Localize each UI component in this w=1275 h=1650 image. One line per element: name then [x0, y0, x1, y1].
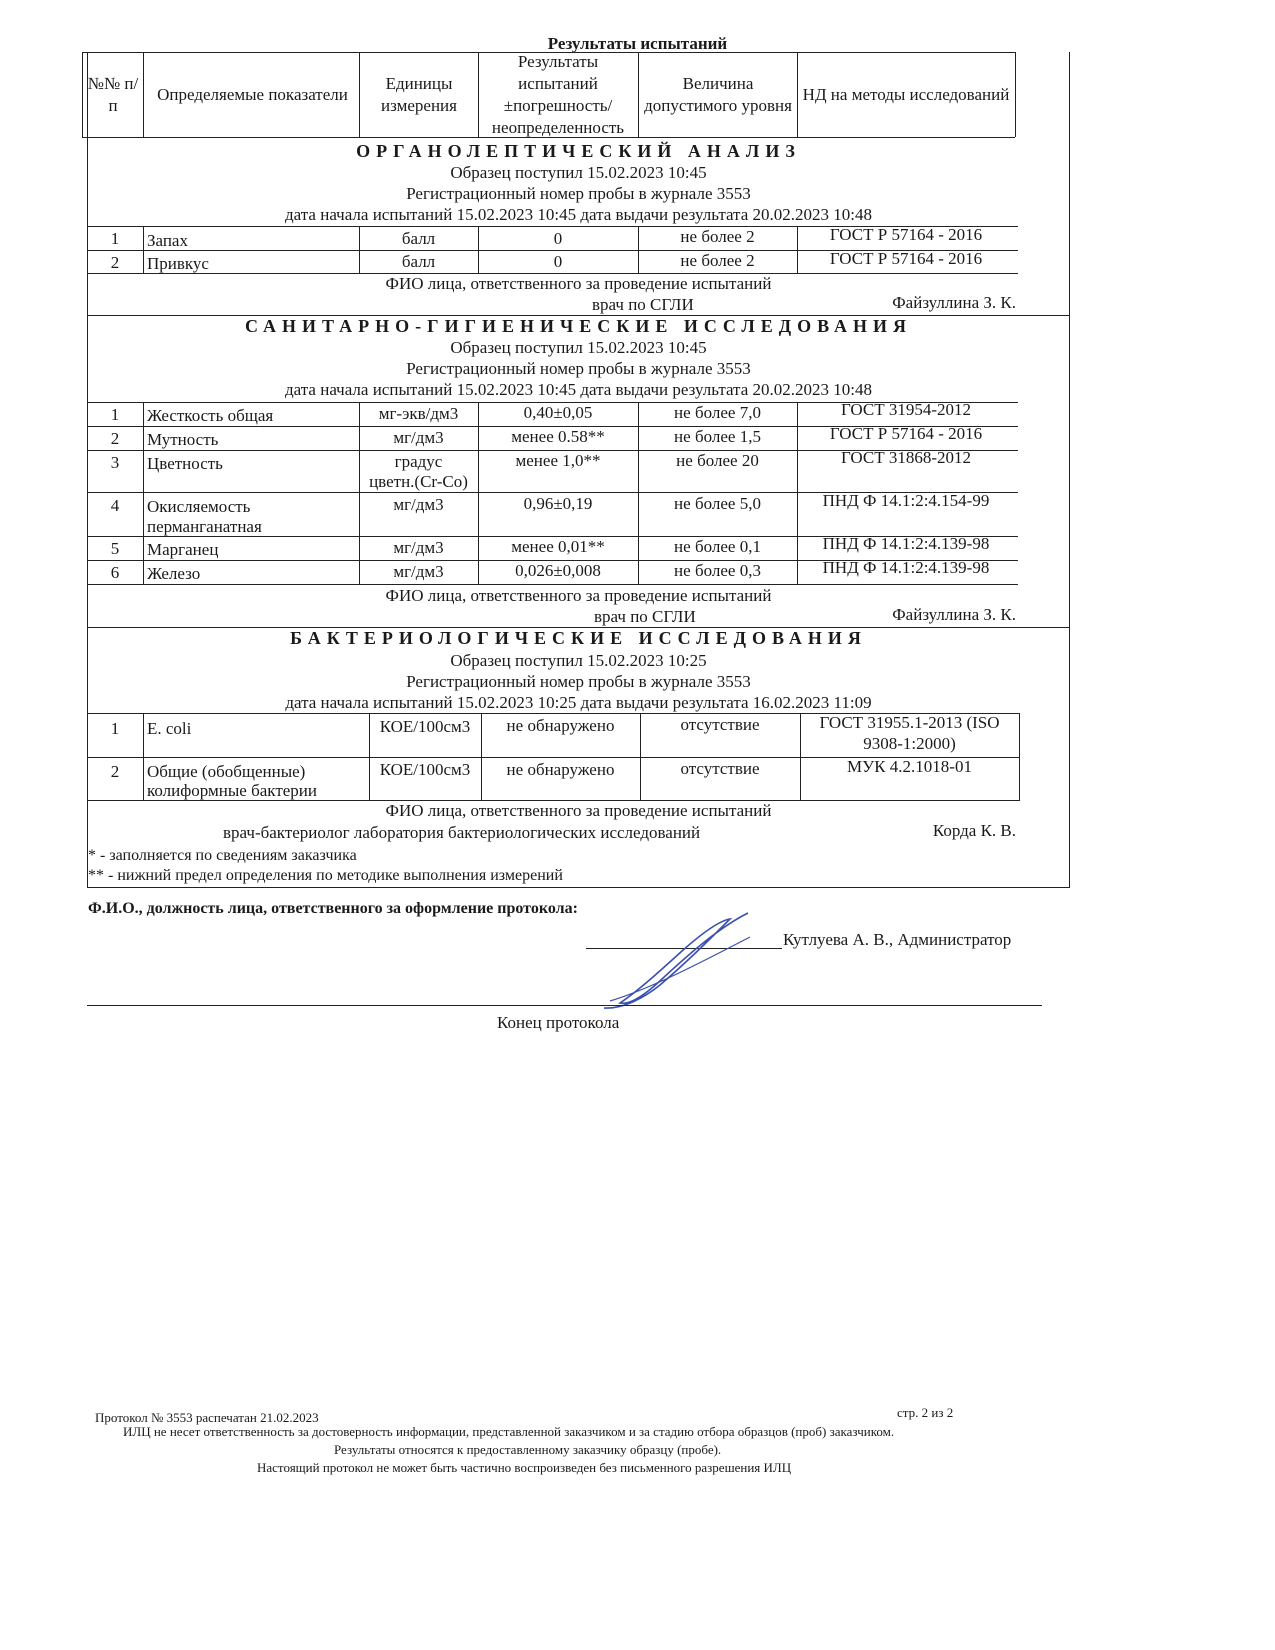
table-row-limit: не более 2: [680, 251, 755, 270]
sanitary-received: Образец поступил 15.02.2023 10:45: [450, 338, 707, 357]
table-row-method: ГОСТ Р 57164 - 2016: [829, 225, 983, 244]
table-row-unit: балл: [401, 252, 436, 271]
table-row-unit: КОЕ/100см3: [379, 717, 471, 736]
table-row-indicator: Жесткость общая: [147, 406, 274, 425]
table-row-method: ПНД Ф 14.1:2:4.154-99: [822, 491, 990, 510]
organoleptic-reg-number: Регистрационный номер пробы в журнале 3553: [406, 184, 751, 203]
table-row-indicator: Запах: [147, 231, 188, 250]
table-row-no: 2: [110, 429, 120, 448]
table-row-limit: не более 5,0: [674, 494, 761, 513]
table-row-unit: градус: [394, 452, 443, 471]
table-row-no: 4: [110, 496, 120, 515]
table-row-limit: не более 0,3: [674, 561, 761, 580]
table-row-result: 0: [553, 229, 563, 248]
footer-reproduction-note: Настоящий протокол не может быть частично воспроизведен без письменного разрешения ИЛЦ: [257, 1460, 792, 1475]
table-row-limit: отсутствие: [680, 759, 760, 778]
table-row-limit: не более 1,5: [674, 427, 761, 446]
table-row-unit: мг-экв/дм3: [378, 404, 459, 423]
table-row-result: не обнаружено: [506, 716, 615, 735]
table-row-result: 0,96±0,19: [523, 494, 593, 513]
table-row-indicator: Цветность: [147, 454, 223, 473]
table-row-indicator: Мутность: [147, 430, 219, 449]
header-limit: Величина допустимого уровня: [644, 74, 792, 115]
bacterial-reg-number: Регистрационный номер пробы в журнале 3553: [406, 672, 751, 691]
organoleptic-person: Файзуллина З. К.: [892, 293, 1016, 312]
table-row-limit: не более 20: [676, 451, 759, 470]
table-row-indicator: Общие (обобщенные): [147, 762, 306, 781]
table-row-unit: мг/дм3: [393, 562, 444, 581]
table-row-limit: не более 7,0: [674, 403, 761, 422]
organoleptic-responsible-label: ФИО лица, ответственного за проведение испытаний: [385, 274, 772, 293]
organoleptic-position: врач по СГЛИ: [592, 295, 694, 314]
footnote-customer: * - заполняется по сведениям заказчика: [88, 847, 357, 864]
page-title: Результаты испытаний: [547, 34, 728, 53]
table-row-limit: не более 2: [680, 227, 755, 246]
header-no: №№ п/п: [87, 74, 139, 115]
table-row-method: МУК 4.2.1018-01: [847, 757, 972, 776]
table-row-result: 0,40±0,05: [523, 403, 593, 422]
organoleptic-received: Образец поступил 15.02.2023 10:45: [450, 163, 707, 182]
table-row-indicator-line2: перманганатная: [147, 517, 262, 536]
table-row-indicator: Марганец: [147, 540, 219, 559]
bacterial-dates: дата начала испытаний 15.02.2023 10:25 дата выдачи результата 16.02.2023 11:09: [285, 693, 872, 712]
signoff-label: Ф.И.О., должность лица, ответственного за оформление протокола:: [88, 900, 578, 917]
table-row-result: не обнаружено: [506, 760, 615, 779]
table-row-no: 5: [110, 539, 120, 558]
table-row-indicator: Привкус: [147, 254, 209, 273]
footer-protocol: Протокол № 3553 распечатан 21.02.2023: [95, 1410, 319, 1425]
section-sanitary-heading: САНИТАРНО-ГИГИЕНИЧЕСКИЕ ИССЛЕДОВАНИЯ: [244, 316, 913, 336]
footer-results-note: Результаты относятся к предоставленному заказчику образцу (пробе).: [334, 1442, 722, 1457]
footnote-detection-limit: ** - нижний предел определения по методике выполнения измерений: [88, 867, 563, 884]
section-organoleptic-heading: ОРГАНОЛЕПТИЧЕСКИЙ АНАЛИЗ: [356, 141, 801, 161]
header-result: Результаты испытаний ±погрешность/ неопределенность: [491, 52, 625, 137]
sanitary-reg-number: Регистрационный номер пробы в журнале 3553: [406, 359, 751, 378]
sanitary-responsible-label: ФИО лица, ответственного за проведение испытаний: [385, 586, 772, 605]
bacterial-received: Образец поступил 15.02.2023 10:25: [450, 651, 707, 670]
table-row-method: ПНД Ф 14.1:2:4.139-98: [822, 534, 990, 553]
table-row-no: 3: [110, 453, 120, 472]
table-row-result: менее 1,0**: [515, 451, 601, 470]
table-row-unit: КОЕ/100см3: [379, 760, 471, 779]
bacterial-responsible-label: ФИО лица, ответственного за проведение испытаний: [385, 801, 772, 820]
header-method: НД на методы исследований: [802, 85, 1010, 104]
table-row-unit: мг/дм3: [393, 495, 444, 514]
table-row-method-line2: 9308-1:2000): [863, 734, 956, 753]
table-row-no: 1: [110, 229, 120, 248]
header-indicator: Определяемые показатели: [157, 85, 348, 104]
table-row-indicator: E. coli: [147, 719, 192, 738]
table-row-unit: мг/дм3: [393, 538, 444, 557]
table-row-method: ПНД Ф 14.1:2:4.139-98: [822, 558, 990, 577]
table-row-no: 1: [110, 719, 120, 738]
header-units: Единицы измерения: [381, 74, 457, 115]
table-row-indicator-line2: колиформные бактерии: [147, 781, 317, 800]
table-row-method: ГОСТ 31868-2012: [840, 448, 972, 467]
table-row-result: менее 0,01**: [511, 537, 605, 556]
sanitary-position: врач по СГЛИ: [594, 607, 696, 626]
table-row-no: 6: [110, 563, 120, 582]
sanitary-person: Файзуллина З. К.: [892, 605, 1016, 624]
signer-name: Кутлуева А. В., Администратор: [783, 930, 1012, 949]
table-row-no: 2: [110, 253, 120, 272]
end-of-protocol: Конец протокола: [497, 1013, 620, 1032]
table-row-result: 0,026±0,008: [515, 561, 601, 580]
table-row-unit: мг/дм3: [393, 428, 444, 447]
table-row-limit: отсутствие: [680, 715, 760, 734]
section-bacterial-heading: БАКТЕРИОЛОГИЧЕСКИЕ ИССЛЕДОВАНИЯ: [290, 628, 867, 648]
table-row-method: ГОСТ 31954-2012: [840, 400, 972, 419]
table-row-result: 0: [553, 252, 563, 271]
footer-disclaimer: ИЛЦ не несет ответственность за достоверность информации, представленной заказчиком и за стадию отбора образцов (проб) заказчиком.: [123, 1424, 895, 1439]
table-row-method: ГОСТ Р 57164 - 2016: [829, 249, 983, 268]
table-row-method: ГОСТ 31955.1-2013 (ISO: [819, 713, 1000, 732]
table-row-no: 1: [110, 405, 120, 424]
table-row-method: ГОСТ Р 57164 - 2016: [829, 424, 983, 443]
table-row-indicator: Железо: [147, 564, 201, 583]
bacterial-person: Корда К. В.: [932, 821, 1016, 840]
sanitary-dates: дата начала испытаний 15.02.2023 10:45 дата выдачи результата 20.02.2023 10:48: [285, 380, 872, 399]
signature-image: [590, 905, 780, 1015]
table-row-limit: не более 0,1: [674, 537, 761, 556]
footer-page-number: стр. 2 из 2: [897, 1405, 954, 1420]
organoleptic-dates: дата начала испытаний 15.02.2023 10:45 дата выдачи результата 20.02.2023 10:48: [285, 205, 872, 224]
bacterial-position: врач-бактериолог лаборатория бактериологических исследований: [223, 823, 701, 842]
table-row-unit-line2: цветн.(Cr-Co): [369, 472, 468, 491]
table-row-no: 2: [110, 762, 120, 781]
table-row-result: менее 0.58**: [511, 427, 605, 446]
table-row-unit: балл: [401, 229, 436, 248]
table-row-indicator: Окисляемость: [147, 497, 251, 516]
